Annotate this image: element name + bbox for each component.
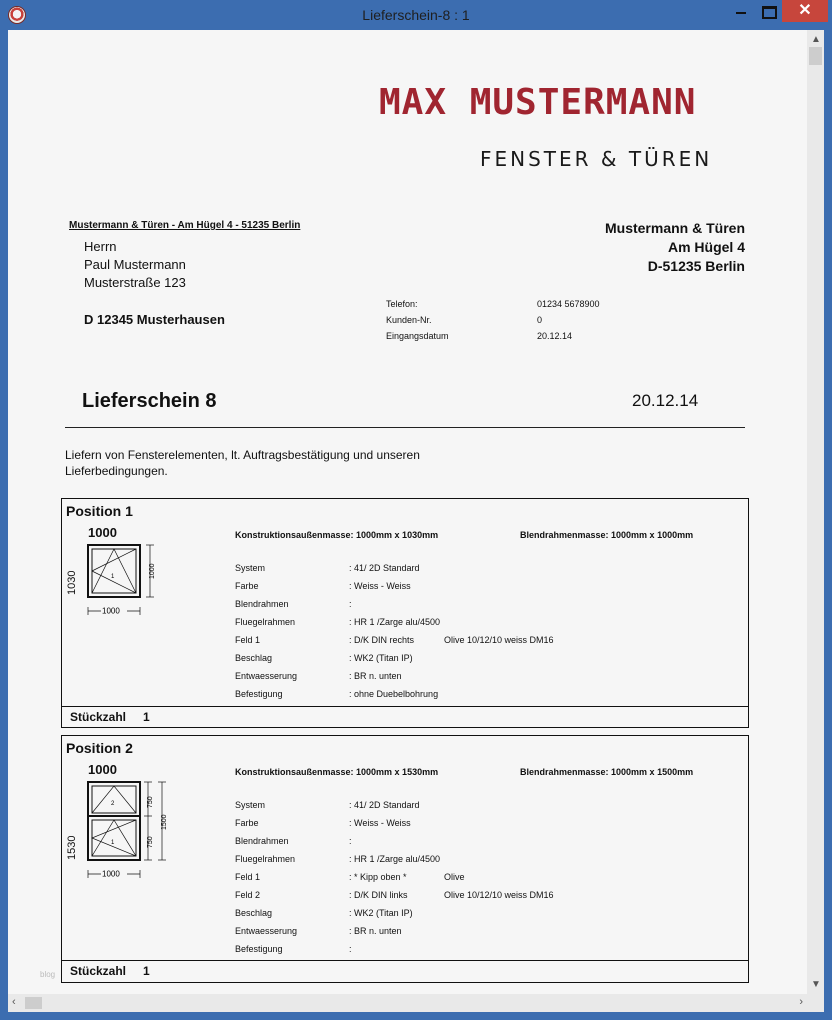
spec-value: : D/K DIN rechts bbox=[349, 635, 415, 645]
horizontal-scroll-thumb[interactable] bbox=[25, 997, 42, 1009]
spec-value: : HR 1 /Zarge alu/4500 bbox=[349, 854, 441, 864]
divider bbox=[65, 427, 745, 428]
spec-label: Entwaesserung bbox=[235, 671, 298, 681]
quantity-value: 1 bbox=[143, 710, 150, 724]
intro-text: Liefern von Fensterelementen, lt. Auftragsbestätigung und unseren Lieferbedingungen. bbox=[65, 448, 420, 478]
scroll-right-arrow-icon[interactable]: › bbox=[799, 996, 803, 1008]
scroll-left-arrow-icon[interactable]: ‹ bbox=[12, 996, 16, 1008]
position-width: 1000 bbox=[88, 762, 117, 777]
close-button[interactable]: ✕ bbox=[782, 0, 828, 22]
info-label-received-date: Eingangsdatum bbox=[386, 331, 449, 341]
quantity-label: Stückzahl bbox=[70, 710, 127, 724]
total-height-label: 1500 bbox=[161, 814, 168, 830]
window-sash bbox=[92, 549, 136, 593]
tilt-indicator bbox=[92, 549, 136, 593]
position-card-2 bbox=[61, 735, 749, 983]
field-number: 2 bbox=[111, 801, 115, 807]
spec-label: Blendrahmen bbox=[235, 836, 289, 846]
document-title: Lieferschein 8 bbox=[82, 390, 217, 412]
window-drawing bbox=[84, 541, 164, 621]
position-height: 1530 bbox=[66, 835, 78, 860]
spec-value: : 41/ 2D Standard bbox=[349, 563, 420, 573]
horizontal-scrollbar[interactable] bbox=[8, 994, 807, 1012]
quantity-row bbox=[62, 960, 748, 981]
recipient-name: Paul Mustermann bbox=[84, 257, 186, 272]
document-date: 20.12.14 bbox=[632, 391, 699, 410]
field-number: 1 bbox=[111, 840, 115, 846]
window-title: Lieferschein-8 : 1 bbox=[362, 7, 470, 23]
position-width: 1000 bbox=[88, 525, 117, 540]
spec-value: : bbox=[349, 944, 352, 954]
spec-value: : Weiss - Weiss bbox=[349, 581, 411, 591]
spec-extra: Olive 10/12/10 weiss DM16 bbox=[444, 635, 554, 645]
spec-label: System bbox=[235, 800, 266, 810]
company-logo-name: MAX MUSTERMANN bbox=[379, 82, 697, 123]
turn-indicator bbox=[92, 820, 136, 856]
height-dimension-label: 1000 bbox=[149, 563, 156, 579]
window-drawing bbox=[84, 778, 184, 884]
quantity-row bbox=[62, 706, 748, 727]
spec-label: System bbox=[235, 563, 266, 573]
width-dimension-label: 1000 bbox=[102, 869, 120, 879]
spec-value: : * Kipp oben * bbox=[349, 872, 407, 882]
recipient-street: Musterstraße 123 bbox=[84, 275, 186, 290]
window-frame bbox=[88, 782, 140, 860]
spec-label: Fluegelrahmen bbox=[235, 854, 296, 864]
construction-dimensions: Konstruktionsaußenmasse: 1000mm x 1530mm bbox=[235, 767, 439, 777]
scroll-up-arrow-icon[interactable]: ▲ bbox=[811, 34, 821, 45]
info-value-customer-no: 0 bbox=[537, 315, 543, 325]
company-street: Am Hügel 4 bbox=[667, 239, 745, 255]
lower-height-label: 750 bbox=[147, 836, 154, 848]
quantity-label: Stückzahl bbox=[70, 964, 127, 978]
title-bar[interactable] bbox=[0, 0, 832, 30]
recipient-salutation: Herrn bbox=[84, 239, 117, 254]
frame-dimensions: Blendrahmenmasse: 1000mm x 1000mm bbox=[520, 530, 694, 540]
spec-label: Farbe bbox=[235, 818, 259, 828]
position-height: 1030 bbox=[66, 570, 78, 595]
spec-label: Befestigung bbox=[235, 689, 283, 699]
minimize-button[interactable] bbox=[728, 0, 754, 22]
vertical-scrollbar[interactable] bbox=[807, 30, 824, 994]
spec-label: Feld 2 bbox=[235, 890, 261, 900]
spec-value: : bbox=[349, 836, 352, 846]
spec-label: Fluegelrahmen bbox=[235, 617, 296, 627]
spec-extra: Olive 10/12/10 weiss DM16 bbox=[444, 890, 554, 900]
info-label-phone: Telefon: bbox=[386, 299, 418, 309]
spec-value: : BR n. unten bbox=[349, 926, 402, 936]
company-logo-subtitle: FENSTER & TÜREN bbox=[480, 147, 713, 171]
vertical-scroll-thumb[interactable] bbox=[809, 47, 822, 65]
company-name: Mustermann & Türen bbox=[604, 220, 745, 236]
spec-label: Feld 1 bbox=[235, 635, 261, 645]
spec-value: : WK2 (Titan IP) bbox=[349, 908, 413, 918]
spec-extra: Olive bbox=[444, 872, 465, 882]
lower-sash bbox=[92, 820, 136, 856]
turn-indicator bbox=[92, 549, 136, 593]
position-title: Position 2 bbox=[66, 740, 133, 756]
report-viewer bbox=[8, 30, 824, 1012]
spec-label: Blendrahmen bbox=[235, 599, 289, 609]
scroll-down-arrow-icon[interactable]: ▼ bbox=[811, 979, 821, 990]
spec-label: Beschlag bbox=[235, 653, 273, 663]
spec-value: : bbox=[349, 599, 352, 609]
position-card-1 bbox=[61, 498, 749, 728]
info-label-customer-no: Kunden-Nr. bbox=[386, 315, 432, 325]
spec-value: : D/K DIN links bbox=[349, 890, 408, 900]
spec-value: : 41/ 2D Standard bbox=[349, 800, 420, 810]
delivery-note-document bbox=[8, 30, 807, 994]
spec-label: Farbe bbox=[235, 581, 259, 591]
scrollbar-corner bbox=[807, 994, 824, 1012]
construction-dimensions: Konstruktionsaußenmasse: 1000mm x 1030mm bbox=[235, 530, 439, 540]
tilt-indicator bbox=[92, 820, 136, 856]
info-value-phone: 01234 5678900 bbox=[537, 299, 600, 309]
frame-dimensions: Blendrahmenmasse: 1000mm x 1500mm bbox=[520, 767, 694, 777]
sender-address-line: Mustermann & Türen - Am Hügel 4 - 51235 Berlin bbox=[69, 220, 301, 231]
field-number: 1 bbox=[111, 574, 115, 580]
quantity-value: 1 bbox=[143, 964, 150, 978]
info-value-received-date: 20.12.14 bbox=[537, 331, 573, 341]
spec-value: : Weiss - Weiss bbox=[349, 818, 411, 828]
maximize-button[interactable] bbox=[755, 0, 781, 22]
width-dimension-label: 1000 bbox=[102, 606, 120, 616]
position-title: Position 1 bbox=[66, 503, 133, 519]
spec-label: Feld 1 bbox=[235, 872, 261, 882]
tilt-indicator bbox=[92, 786, 136, 813]
upper-height-label: 750 bbox=[147, 796, 154, 808]
spec-value: : WK2 (Titan IP) bbox=[349, 653, 413, 663]
window-frame bbox=[88, 545, 140, 597]
spec-value: : BR n. unten bbox=[349, 671, 402, 681]
watermark: blog bbox=[40, 970, 56, 979]
spec-label: Beschlag bbox=[235, 908, 273, 918]
company-city: D-51235 Berlin bbox=[647, 258, 745, 274]
upper-sash bbox=[92, 786, 136, 813]
recipient-city: D 12345 Musterhausen bbox=[84, 312, 225, 327]
spec-value: : HR 1 /Zarge alu/4500 bbox=[349, 617, 441, 627]
spec-label: Entwaesserung bbox=[235, 926, 298, 936]
spec-value: : ohne Duebelbohrung bbox=[349, 689, 439, 699]
spec-label: Befestigung bbox=[235, 944, 283, 954]
